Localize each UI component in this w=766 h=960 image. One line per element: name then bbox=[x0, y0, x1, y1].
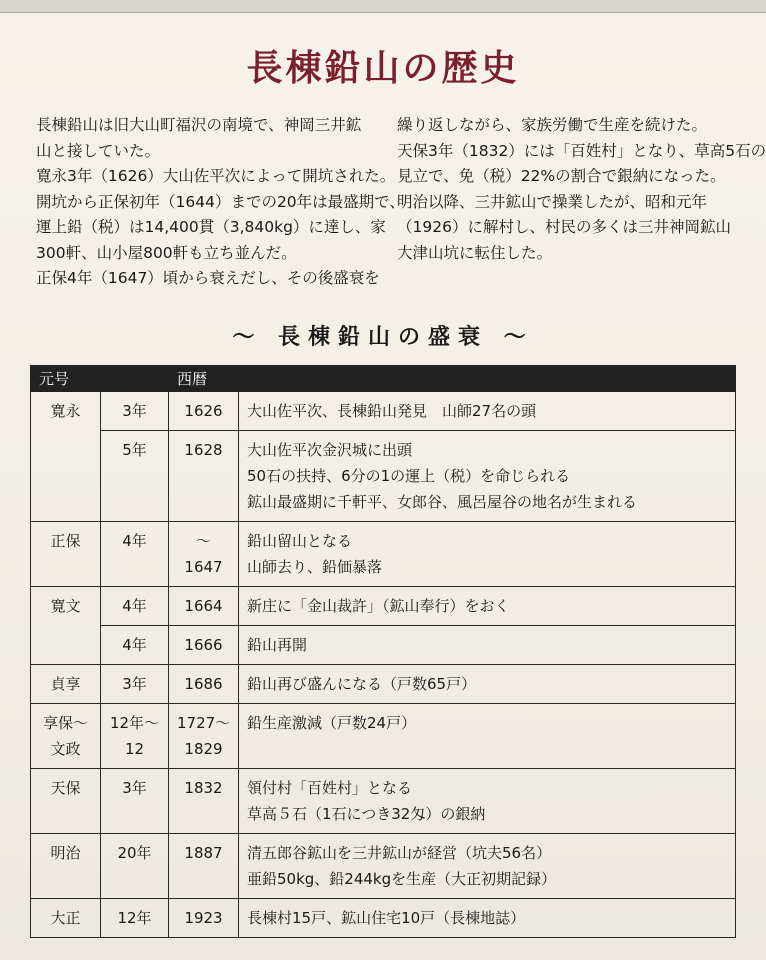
event-line: 50石の扶持、6分の1の運上（税）を命じられる bbox=[247, 467, 571, 485]
western-year-cell: 1686 bbox=[169, 665, 239, 704]
intro-left-column bbox=[36, 113, 405, 292]
header-era: 元号 bbox=[31, 366, 101, 392]
event-line: 亜鉛50kg、鉛244kgを生産（大正初期記録） bbox=[247, 870, 557, 888]
year-cell: 3年 bbox=[101, 392, 169, 431]
event-cell bbox=[239, 431, 736, 522]
intro-line: （1926）に解村し、村民の多くは三井神岡鉱山 bbox=[397, 218, 731, 236]
era-cell: 正保 bbox=[31, 522, 101, 587]
year-cell: 12年〜 12 bbox=[101, 704, 169, 769]
header-western: 西暦 bbox=[169, 366, 239, 392]
event-line: 鉛山再開 bbox=[247, 636, 308, 654]
era-cell: 享保〜 文政 bbox=[31, 704, 101, 769]
page-title: 長棟鉛山の歴史 bbox=[246, 48, 520, 89]
table-row bbox=[31, 834, 736, 899]
intro-line: 開坑から正保初年（1644）までの20年は最盛期で、 bbox=[36, 192, 405, 211]
table-row bbox=[31, 769, 736, 834]
year-cell: 20年 bbox=[101, 834, 169, 899]
event-cell bbox=[239, 704, 736, 769]
event-line: 草高５石（1石につき32匁）の銀納 bbox=[247, 805, 486, 823]
top-frame-band bbox=[0, 0, 766, 13]
table-row bbox=[31, 392, 736, 431]
era-cell: 寛永 bbox=[31, 392, 101, 522]
year-cell: 5年 bbox=[101, 431, 169, 522]
intro-line: 天保3年（1832）には「百姓村」となり、草高5石の bbox=[397, 141, 766, 160]
era-cell: 明治 bbox=[31, 834, 101, 899]
event-line: 山師去り、鉛価暴落 bbox=[247, 558, 383, 576]
intro-line: 運上鉛（税）は14,400貫（3,840kg）に達し、家 bbox=[36, 218, 386, 236]
table-row bbox=[31, 587, 736, 626]
year-cell: 3年 bbox=[101, 769, 169, 834]
section-subtitle: 〜 長棟鉛山の盛衰 〜 bbox=[232, 325, 534, 350]
event-line: 清五郎谷鉱山を三井鉱山が経営（坑夫56名） bbox=[247, 844, 552, 862]
intro-line: 見立で、免（税）22%の割合で銀納になった。 bbox=[397, 167, 726, 185]
western-year-cell: 1628 bbox=[169, 431, 239, 522]
event-cell bbox=[239, 769, 736, 834]
event-line: 長棟村15戸、鉱山住宅10戸（長棟地誌） bbox=[247, 909, 526, 927]
intro-line: 300軒、山小屋800軒も立ち並んだ。 bbox=[36, 243, 297, 262]
history-table bbox=[30, 365, 736, 938]
year-cell: 4年 bbox=[101, 626, 169, 665]
intro-line: 山と接していた。 bbox=[36, 141, 161, 160]
table-row bbox=[31, 431, 736, 522]
era-cell: 貞享 bbox=[31, 665, 101, 704]
year-cell: 4年 bbox=[101, 522, 169, 587]
intro-right-column bbox=[397, 113, 766, 266]
event-line: 鉛生産激減（戸数24戸） bbox=[247, 714, 417, 732]
table-row bbox=[31, 665, 736, 704]
era-cell: 寛文 bbox=[31, 587, 101, 665]
table-header-row bbox=[31, 366, 736, 392]
event-cell bbox=[239, 665, 736, 704]
year-cell: 12年 bbox=[101, 899, 169, 938]
era-cell: 大正 bbox=[31, 899, 101, 938]
table-row bbox=[31, 899, 736, 938]
table-row bbox=[31, 626, 736, 665]
intro-line: 寛永3年（1626）大山佐平次によって開坑された。 bbox=[36, 167, 396, 185]
western-year-cell: 〜1647 bbox=[169, 522, 239, 587]
event-cell bbox=[239, 522, 736, 587]
year-cell: 4年 bbox=[101, 587, 169, 626]
event-cell bbox=[239, 626, 736, 665]
western-year-cell: 1727〜 1829 bbox=[169, 704, 239, 769]
header-event bbox=[239, 366, 736, 392]
western-year-cell: 1832 bbox=[169, 769, 239, 834]
intro-line: 正保4年（1647）頃から衰えだし、その後盛衰を bbox=[36, 269, 380, 287]
western-year-cell: 1626 bbox=[169, 392, 239, 431]
event-line: 鉱山最盛期に千軒平、女郎谷、風呂屋谷の地名が生まれる bbox=[247, 493, 638, 511]
table-body bbox=[31, 392, 736, 938]
event-line: 大山佐平次、長棟鉛山発見 山師27名の頭 bbox=[247, 402, 537, 420]
western-year-cell: 1923 bbox=[169, 899, 239, 938]
event-line: 鉛山留山となる bbox=[247, 532, 353, 550]
table-row bbox=[31, 522, 736, 587]
intro-line: 明治以降、三井鉱山で操業したが、昭和元年 bbox=[397, 192, 708, 211]
header-year bbox=[101, 366, 169, 392]
intro-line: 繰り返しながら、家族労働で生産を続けた。 bbox=[397, 116, 708, 134]
year-cell: 3年 bbox=[101, 665, 169, 704]
western-year-cell: 1666 bbox=[169, 626, 239, 665]
western-year-cell: 1887 bbox=[169, 834, 239, 899]
event-cell bbox=[239, 834, 736, 899]
event-line: 新庄に「金山裁許」（鉱山奉行）をおく bbox=[247, 597, 510, 615]
intro-line: 大津山坑に転住した。 bbox=[397, 243, 553, 262]
event-cell bbox=[239, 899, 736, 938]
event-cell bbox=[239, 392, 736, 431]
event-line: 鉛山再び盛んになる（戸数65戸） bbox=[247, 675, 477, 693]
event-cell bbox=[239, 587, 736, 626]
era-cell: 天保 bbox=[31, 769, 101, 834]
intro-line: 長棟鉛山は旧大山町福沢の南境で、神岡三井鉱 bbox=[36, 116, 362, 134]
western-year-cell: 1664 bbox=[169, 587, 239, 626]
event-line: 大山佐平次金沢城に出頭 bbox=[247, 441, 413, 459]
table-row bbox=[31, 704, 736, 769]
event-line: 領付村「百姓村」となる bbox=[247, 779, 413, 797]
